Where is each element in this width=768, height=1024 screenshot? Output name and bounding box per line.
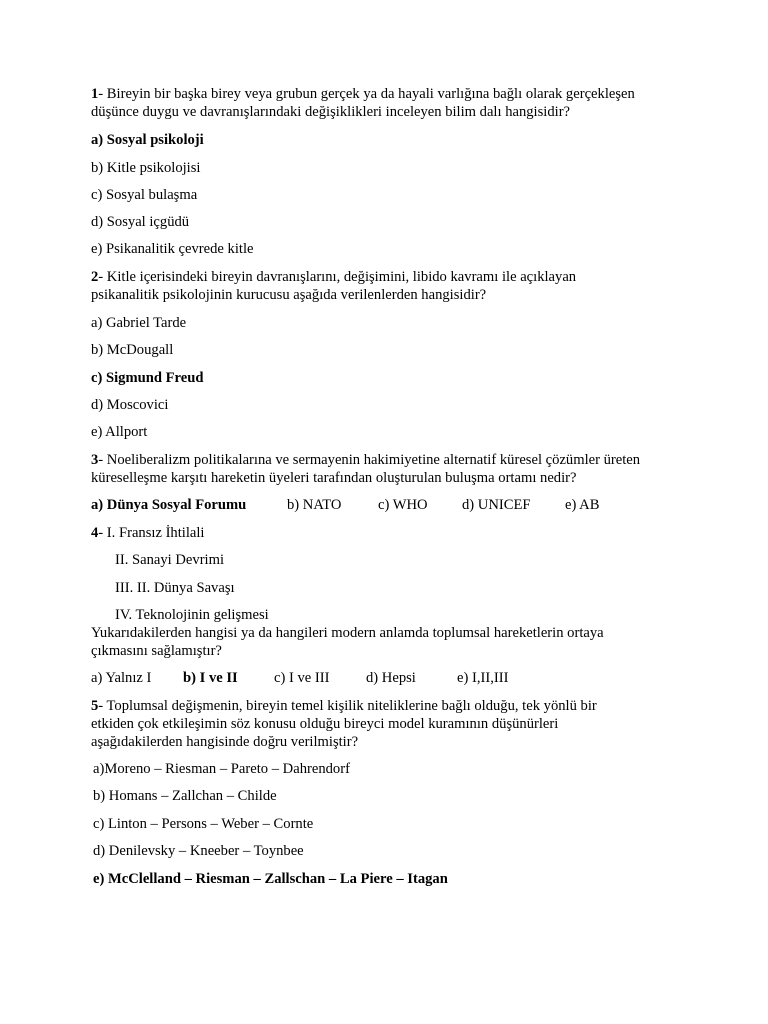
- q1-option-c: c) Sosyal bulaşma: [91, 187, 198, 203]
- q4-item-4: IV. Teknolojinin gelişmesi: [115, 607, 269, 623]
- q3-option-c: c) WHO: [378, 497, 428, 513]
- q2-line2: psikanalitik psikolojinin kurucusu aşağıda verilenlerden hangisidir?: [91, 287, 487, 303]
- q1-option-d: d) Sosyal içgüdü: [91, 214, 190, 230]
- q3-number: 3: [91, 452, 99, 468]
- q5-number: 5: [91, 698, 99, 714]
- q2-option-d: d) Moscovici: [91, 397, 169, 413]
- q1-option-a-answer: a) Sosyal psikoloji: [91, 132, 204, 148]
- q3-option-e: e) AB: [565, 497, 600, 513]
- q4-option-d: d) Hepsi: [366, 670, 416, 686]
- q5-line1: 5- Toplumsal değişmenin, bireyin temel kişilik niteliklerine bağlı olduğu, tek yönlü bir: [91, 698, 597, 714]
- q2-option-a: a) Gabriel Tarde: [91, 315, 187, 331]
- q3-line1: 3- Noeliberalizm politikalarına ve sermayenin hakimiyetine alternatif küresel çözümler üreten: [91, 452, 641, 468]
- q4-line2: çıkmasını sağlamıştır?: [91, 643, 222, 659]
- q4-item-2: II. Sanayi Devrimi: [115, 552, 225, 568]
- q3-line2: küreselleşme karşıtı hareketin üyeleri tarafından oluşturulan buluşma ortamı nedir?: [91, 470, 577, 486]
- q5-line2: etkiden çok etkileşimin söz konusu olduğu bireyci model kuramının düşünürleri: [91, 716, 559, 732]
- q2-number: 2: [91, 269, 99, 285]
- q5-option-e-answer: e) McClelland – Riesman – Zallschan – La Piere – Itagan: [93, 871, 448, 887]
- q2-option-b: b) McDougall: [91, 342, 174, 358]
- q4-option-c: c) I ve III: [274, 670, 330, 686]
- q2-option-c-answer: c) Sigmund Freud: [91, 370, 204, 386]
- q5-option-b: b) Homans – Zallchan – Childe: [93, 788, 277, 804]
- q5-option-d: d) Denilevsky – Kneeber – Toynbee: [93, 843, 304, 859]
- q1-option-b: b) Kitle psikolojisi: [91, 160, 201, 176]
- q1-line2: düşünce duygu ve davranışlarındaki değişiklikleri inceleyen bilim dalı hangisidir?: [91, 104, 571, 120]
- q4-option-a: a) Yalnız I: [91, 670, 152, 686]
- q1-line1: 1- Bireyin bir başka birey veya grubun gerçek ya da hayali varlığına bağlı olarak gerçekleşen: [91, 86, 635, 102]
- q2-option-e: e) Allport: [91, 424, 148, 440]
- q4-option-b-answer: b) I ve II: [183, 670, 238, 686]
- q1-option-e: e) Psikanalitik çevrede kitle: [91, 241, 254, 257]
- q5-option-c: c) Linton – Persons – Weber – Cornte: [93, 816, 314, 832]
- q3-option-a-answer: a) Dünya Sosyal Forumu: [91, 497, 247, 513]
- q5-option-a: a)Moreno – Riesman – Pareto – Dahrendorf: [93, 761, 350, 777]
- q4-line1: Yukarıdakilerden hangisi ya da hangileri modern anlamda toplumsal hareketlerin ortaya: [91, 625, 604, 641]
- q4-number: 4: [91, 525, 99, 541]
- q3-option-b: b) NATO: [287, 497, 342, 513]
- q2-line1: 2- Kitle içerisindeki bireyin davranışlarını, değişimini, libido kavramı ile açıklayan: [91, 269, 577, 285]
- q4-option-e: e) I,II,III: [457, 670, 509, 686]
- q3-option-d: d) UNICEF: [462, 497, 531, 513]
- q4-item-1: 4- I. Fransız İhtilali: [91, 525, 205, 541]
- q5-line3: aşağıdakilerden hangisinde doğru verilmiştir?: [91, 734, 359, 750]
- q4-item-3: III. II. Dünya Savaşı: [115, 580, 235, 596]
- q1-number: 1: [91, 86, 99, 102]
